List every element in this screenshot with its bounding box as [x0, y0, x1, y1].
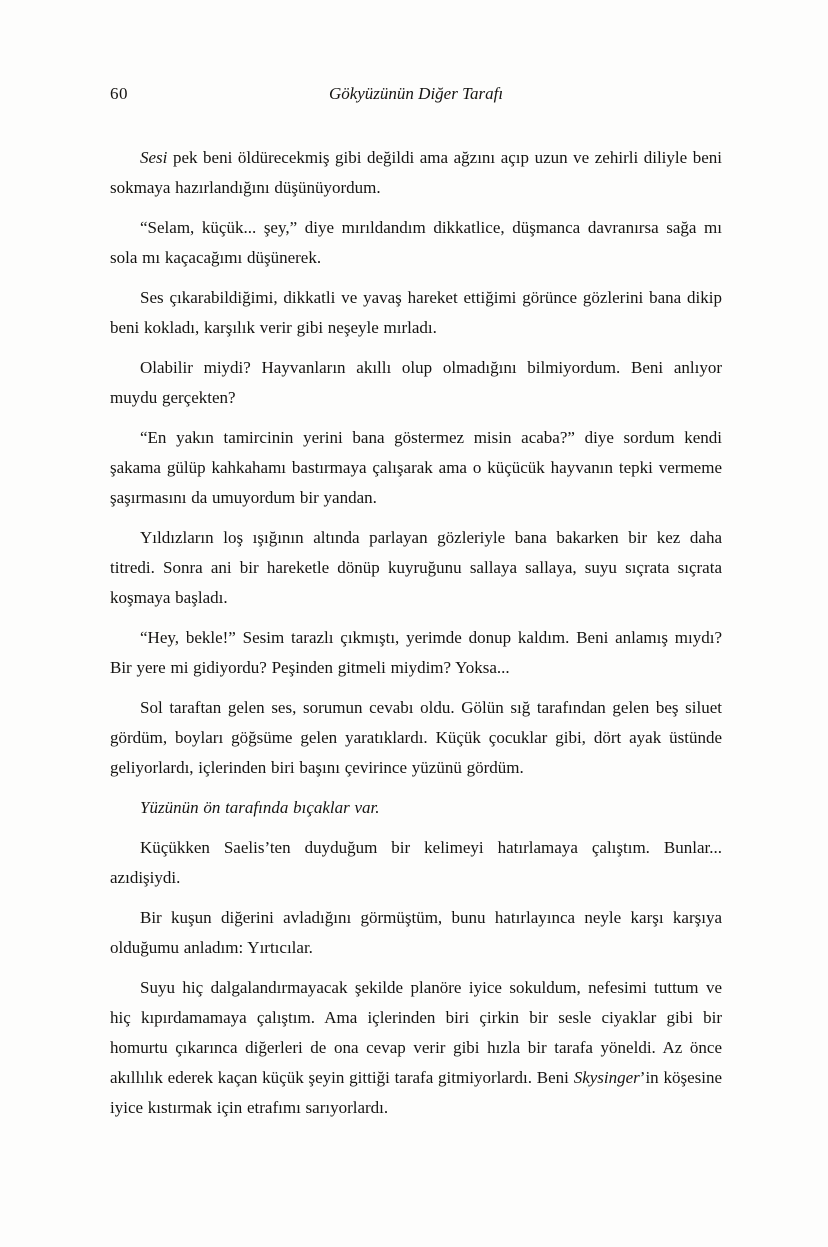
page-body — [110, 143, 722, 1133]
paragraph — [110, 423, 722, 513]
text-run: “En yakın tamircinin yerini bana göstermez misin acaba?” diye sordum kendi şakama gülüp kahkahamı bastırmaya çalışarak ama o küçücük hayvanın tepki vermeme şaşırmasını da umuyordum bir yandan. — [110, 428, 722, 507]
text-run: “Selam, küçük... şey,” diye mırıldandım dikkatlice, düşmanca davranırsa sağa mı sola mı kaçacağımı düşünerek. — [110, 218, 722, 267]
paragraph — [110, 973, 722, 1123]
page-number: 60 — [110, 84, 128, 103]
paragraph — [110, 833, 722, 893]
paragraph — [110, 353, 722, 413]
italic-text-run: Sesi — [140, 148, 168, 167]
text-run: Yıldızların loş ışığının altında parlayan gözleriyle bana bakarken bir kez daha titredi. Sonra ani bir hareketle dönüp kuyruğunu sallaya sallaya, suyu sıçrata sıçrata koşmaya başladı. — [110, 528, 722, 607]
text-run: Bir kuşun diğerini avladığını görmüştüm, bunu hatırlayınca neyle karşı karşıya olduğumu anladım: Yırtıcılar. — [110, 908, 722, 957]
paragraph — [110, 523, 722, 613]
text-run: ’in köşesine iyice kıstırmak için etrafımı sarıyorlardı. — [110, 1068, 722, 1117]
italic-text-run: Skysinger — [573, 1068, 640, 1087]
chapter-title: Gökyüzünün Diğer Tarafı — [328, 84, 504, 103]
paragraph — [110, 623, 722, 683]
paragraph — [110, 143, 722, 203]
text-run: Sol taraftan gelen ses, sorumun cevabı oldu. Gölün sığ tarafından gelen beş siluet gördüm, boyları göğsüme gelen yaratıklardı. Küçük çocuklar gibi, dört ayak üstünde geliyorlardı, içlerinden biri başını çevirince yüzünü gördüm. — [110, 698, 722, 777]
italic-text-run: Yüzünün ön tarafında bıçaklar var. — [140, 798, 380, 817]
text-run: pek beni öldürecekmiş gibi değildi ama ağzını açıp uzun ve zehirli diliyle beni sokmaya hazırlandığını düşünüyordum. — [110, 148, 722, 197]
text-run: “Hey, bekle!” Sesim tarazlı çıkmıştı, yerimde donup kaldım. Beni anlamış mıydı? Bir yere mi gidiyordu? Peşinden gitmeli miydim? Yoksa... — [110, 628, 722, 677]
paragraph — [110, 903, 722, 963]
text-run: Küçükken Saelis’ten duyduğum bir kelimeyi hatırlamaya çalıştım. Bunlar... azıdişiydi. — [110, 838, 722, 887]
paragraph — [110, 213, 722, 273]
running-head — [110, 84, 722, 108]
text-run: Suyu hiç dalgalandırmayacak şekilde planöre iyice sokuldum, nefesimi tuttum ve hiç kıpırdamamaya çalıştım. Ama içlerinden biri çirkin bir sesle ciyaklar gibi bir homurtu çıkarınca diğerleri de ona cevap verir gibi hızla bir tarafa yöneldi. Az önce akıllılık ederek kaçan küçük şeyin gittiği tarafa gitmiyorlardı. Beni — [110, 978, 722, 1087]
text-run: Ses çıkarabildiğimi, dikkatli ve yavaş hareket ettiğimi görünce gözlerini bana dikip beni kokladı, karşılık verir gibi neşeyle mırladı. — [110, 288, 722, 337]
paragraph — [110, 283, 722, 343]
text-run: Olabilir miydi? Hayvanların akıllı olup olmadığını bilmiyordum. Beni anlıyor muydu gerçekten? — [110, 358, 722, 407]
paragraph — [110, 793, 722, 823]
paragraph — [110, 693, 722, 783]
